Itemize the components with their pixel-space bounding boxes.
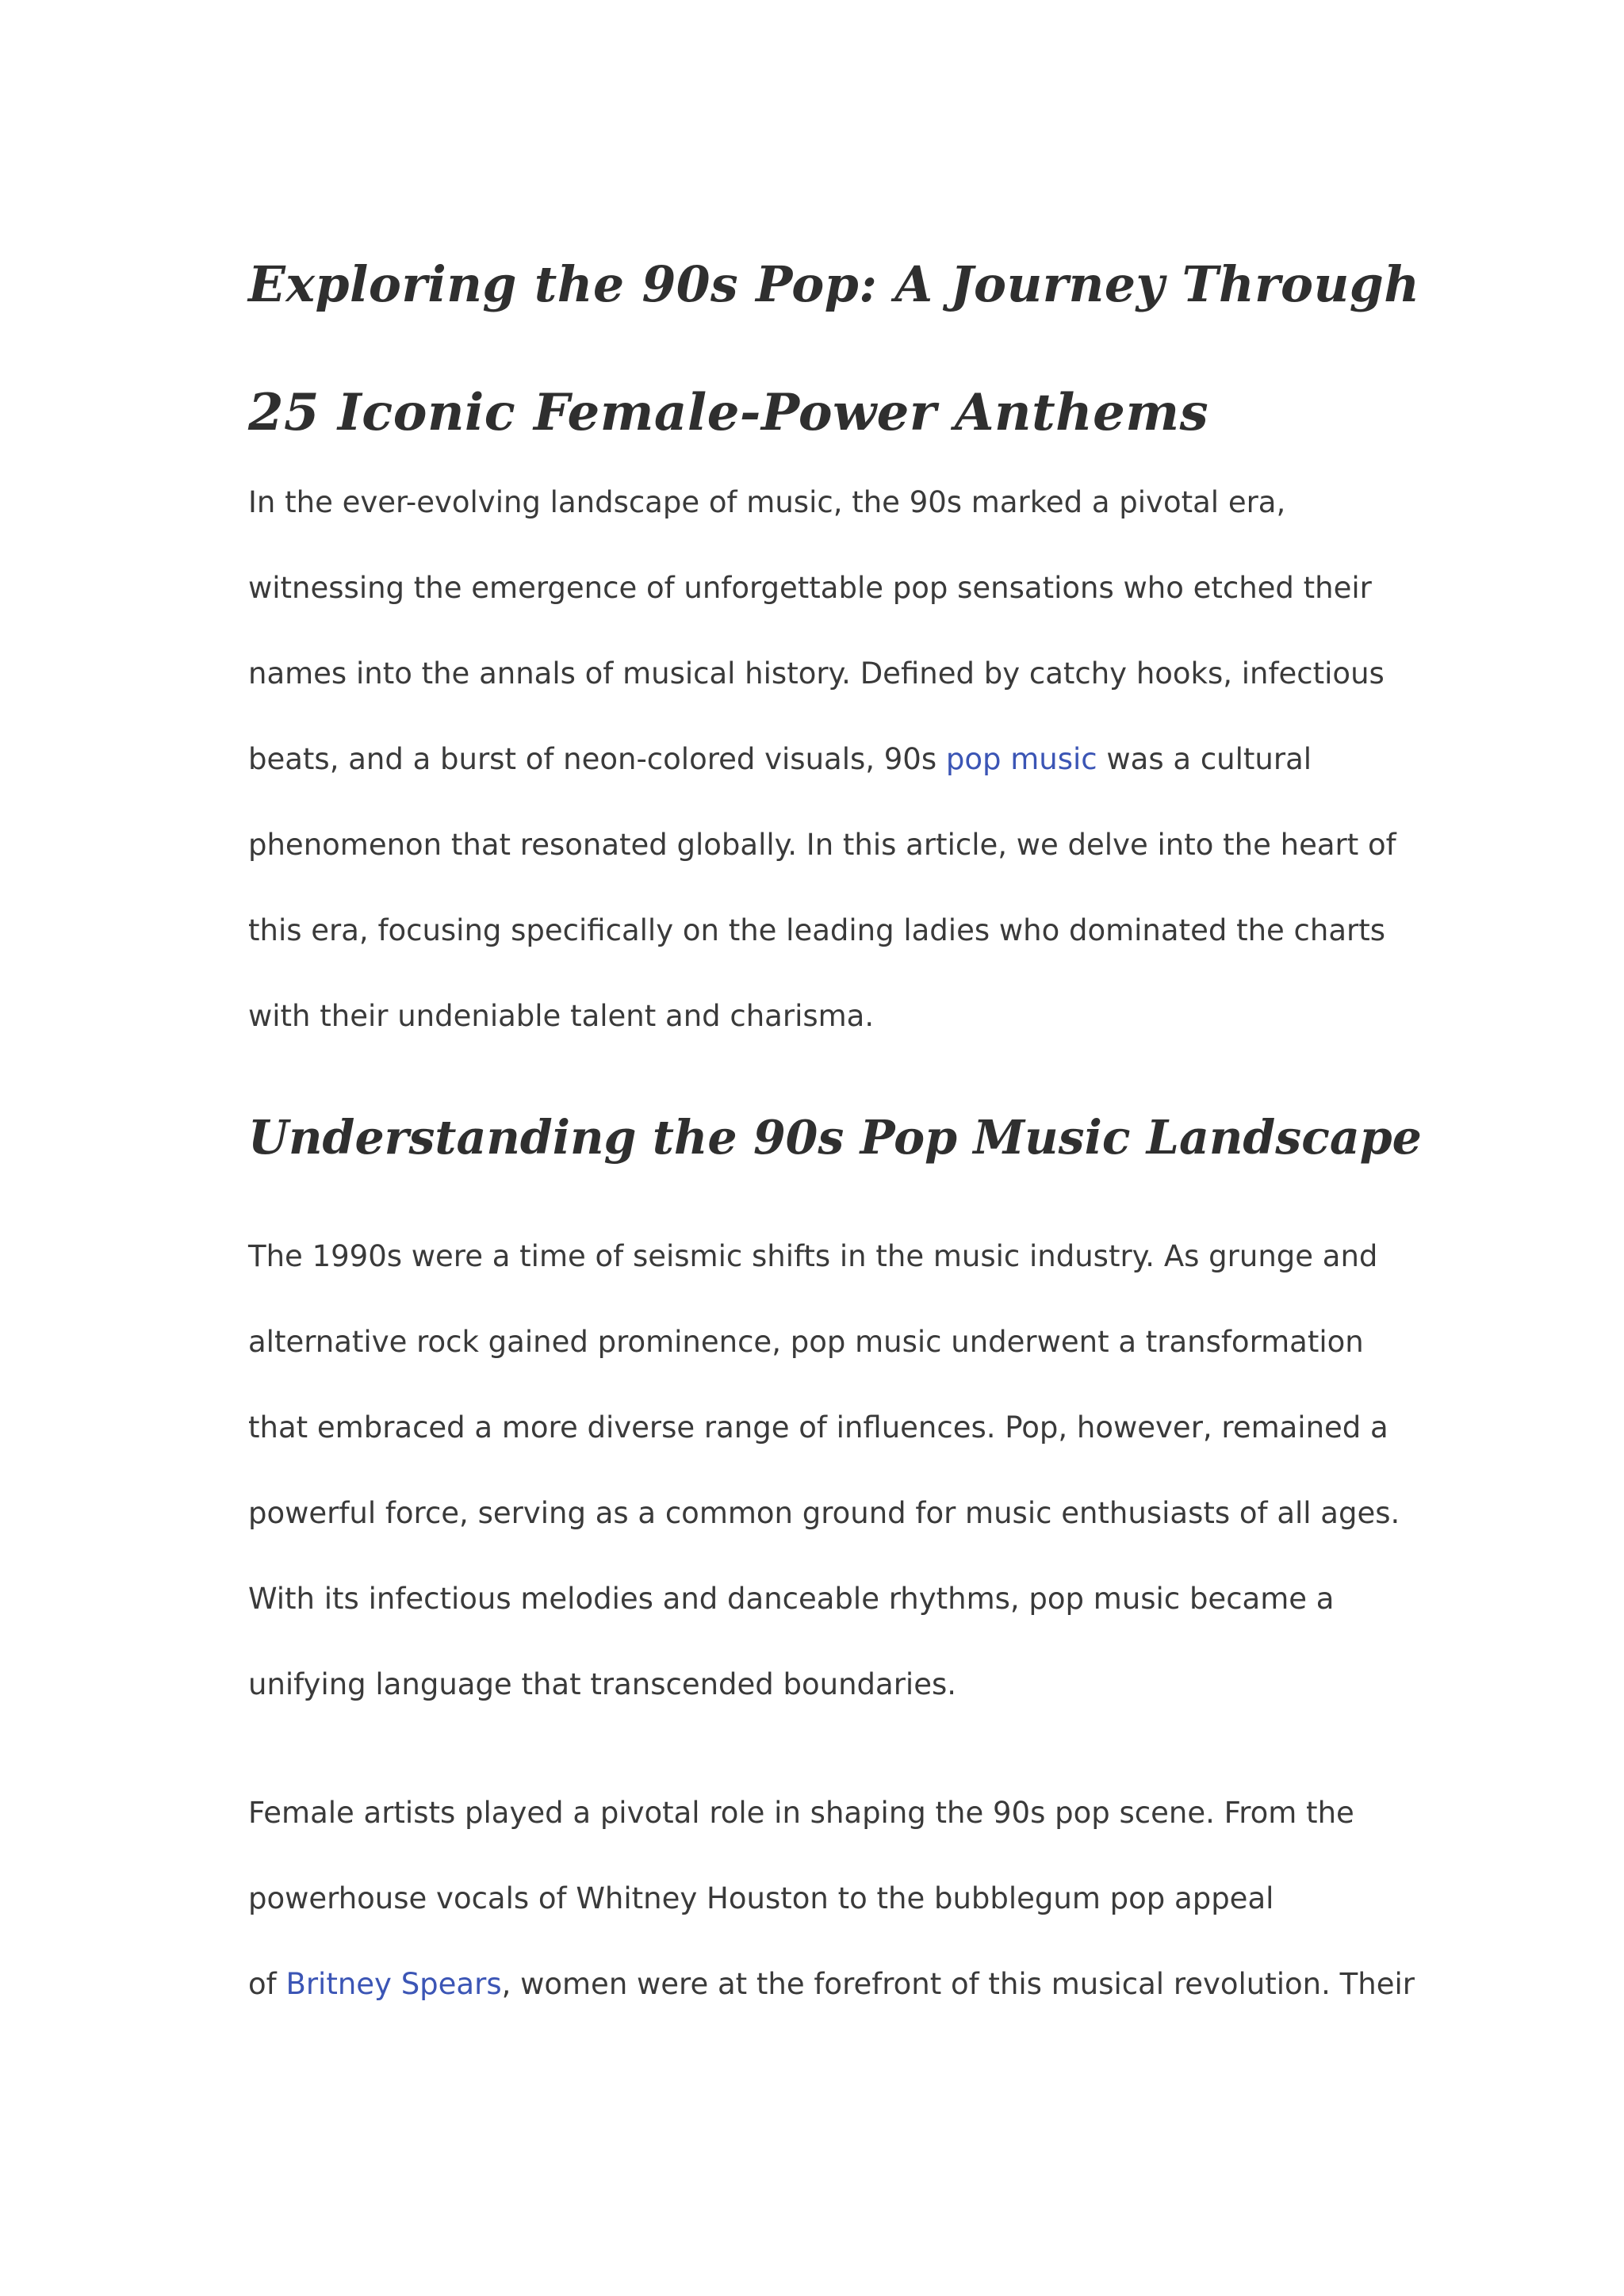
- intro-line-2: witnessing the emergence of unforgettable pop sensations who etched their: [248, 571, 1372, 605]
- intro-line-1: In the ever-evolving landscape of music, the 90s marked a pivotal era,: [248, 485, 1286, 519]
- para2-line-1: The 1990s were a time of seismic shifts in the music industry. As grunge and: [248, 1239, 1378, 1273]
- para2-line-6: unifying language that transcended boundaries.: [248, 1667, 957, 1701]
- para3-line-2: powerhouse vocals of Whitney Houston to the bubblegum pop appeal: [248, 1881, 1274, 1915]
- intro-line-7: with their undeniable talent and charisma.: [248, 999, 875, 1033]
- landscape-paragraph: [248, 1214, 1422, 1728]
- pop-music-link[interactable]: pop music: [945, 742, 1097, 776]
- intro-line-4-text-a: beats, and a burst of neon-colored visuals, 90s: [248, 742, 946, 776]
- intro-line-5: phenomenon that resonated globally. In this article, we delve into the heart of: [248, 828, 1396, 862]
- title-line-1: Exploring the 90s Pop: A Journey Through: [248, 255, 1420, 313]
- para3-line-1: Female artists played a pivotal role in shaping the 90s pop scene. From the: [248, 1796, 1354, 1830]
- intro-line-3: names into the annals of musical history. Defined by catchy hooks, infectious: [248, 656, 1385, 691]
- article-title: [248, 220, 1422, 477]
- para3-line-3-text-b: , women were at the forefront of this musical revolution. Their: [501, 1967, 1415, 2001]
- intro-line-4: [248, 717, 1422, 802]
- para3-line-3: [248, 1942, 1422, 2027]
- section-heading-landscape: Understanding the 90s Pop Music Landscape: [248, 1110, 1422, 1165]
- title-line-2: 25 Iconic Female-Power Anthems: [248, 383, 1209, 442]
- britney-spears-link[interactable]: Britney Spears: [285, 1967, 502, 2001]
- para2-line-4: powerful force, serving as a common ground for music enthusiasts of all ages.: [248, 1496, 1400, 1530]
- para2-line-3: that embraced a more diverse range of influences. Pop, however, remained a: [248, 1410, 1388, 1445]
- intro-line-6: this era, focusing specifically on the leading ladies who dominated the charts: [248, 913, 1386, 947]
- para3-line-3-text-a: of: [248, 1967, 286, 2001]
- para2-line-5: With its infectious melodies and danceable rhythms, pop music became a: [248, 1582, 1335, 1616]
- female-artists-paragraph: [248, 1770, 1422, 2027]
- para2-line-2: alternative rock gained prominence, pop music underwent a transformation: [248, 1325, 1364, 1359]
- intro-line-4-text-b: was a cultural: [1097, 742, 1312, 776]
- intro-paragraph: [248, 460, 1422, 1059]
